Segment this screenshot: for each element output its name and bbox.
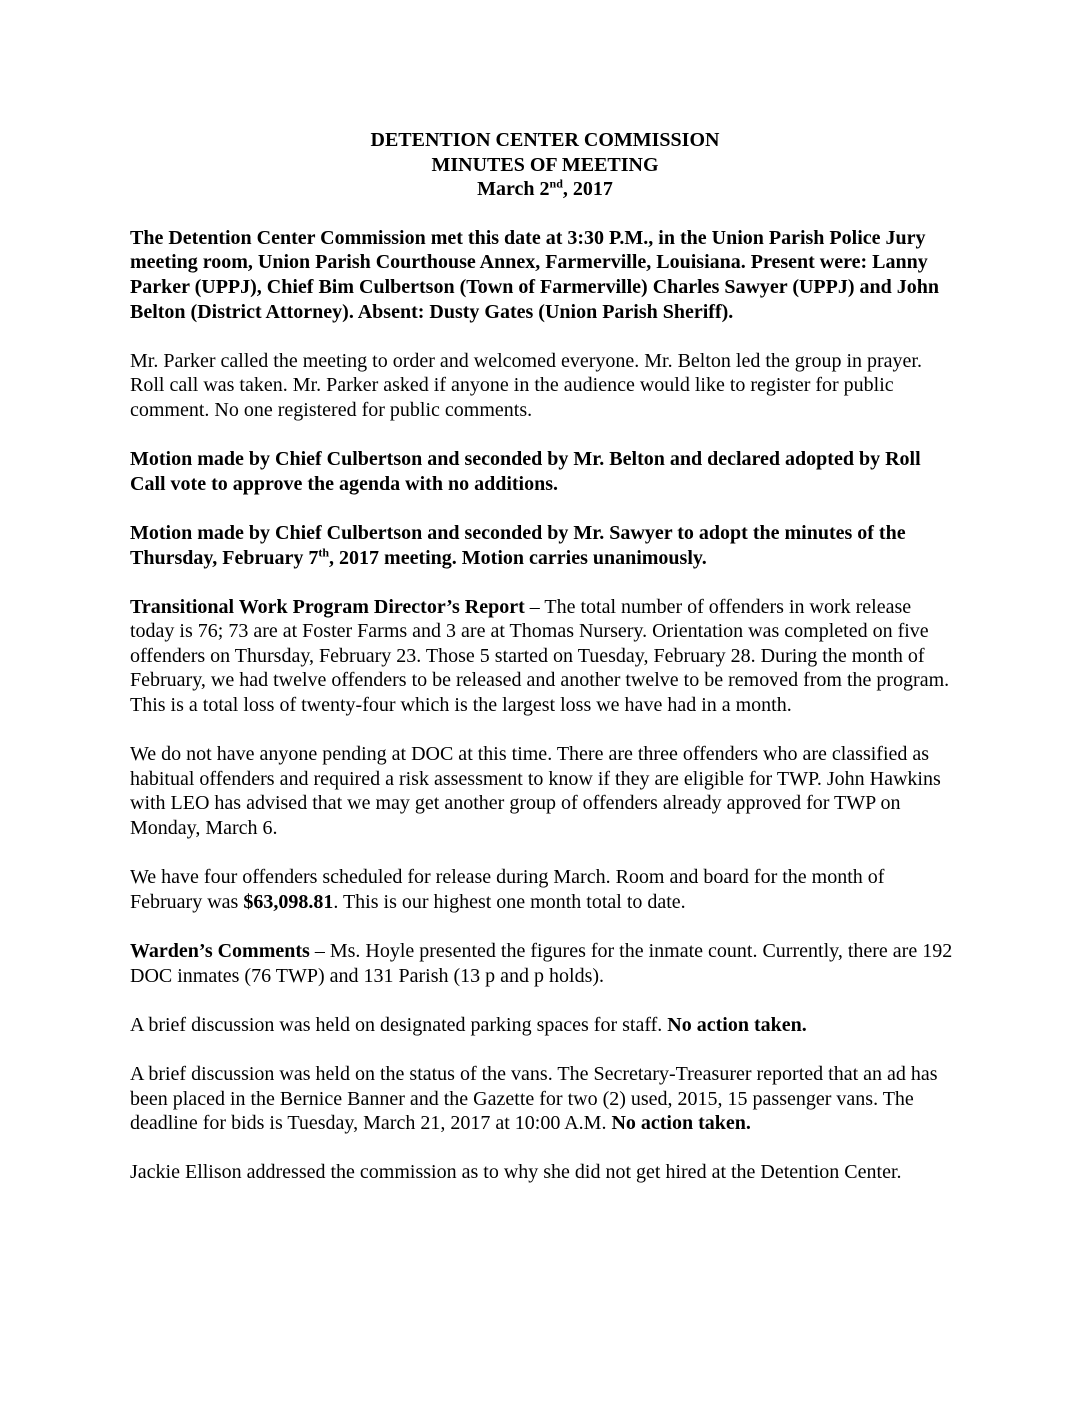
motion-minutes-text-2: , 2017 meeting. Motion carries unanimously. [329,546,707,569]
header-minutes-title: MINUTES OF MEETING [431,153,659,176]
twp-report-text: – The total number of offenders in work release today is 76; 73 are at Foster Farms and 3 are at Thomas Nursery. Orientation was completed on five offenders on Thursday, February 23. Those 5 started on Tuesday, February 28. During the month of February, we had twelve offenders to be released and another twelve to be removed from the program. This is a total loss of twenty-four which is the largest loss we have had in a month. [130,595,950,717]
motion-minutes-text-1: Motion made by Chief Culbertson and seconded by Mr. Sawyer to adopt the minutes of the Thursday, February 7 [130,521,906,569]
release-text-2: . This is our highest one month total to date. [333,890,686,913]
header-meeting-date [130,177,960,202]
doc-pending-paragraph: We do not have anyone pending at DOC at this time. There are three offenders who are classified as habitual offenders and required a risk assessment to know if they are eligible for TWP. John Hawkins with LEO has advised that we may get another group of offenders already approved for TWP on Monday, March 6. [130,743,941,840]
release-paragraph [130,865,960,914]
twp-report-heading: Transitional Work Program Director’s Report [130,595,525,618]
document-header [130,128,960,202]
parking-text: A brief discussion was held on designated parking spaces for staff. [130,1013,668,1036]
motion-agenda-paragraph: Motion made by Chief Culbertson and seconded by Mr. Belton and declared adopted by Roll Call vote to approve the agenda with no additions. [130,448,921,495]
parking-action: No action taken. [667,1013,807,1036]
header-date-year: , 2017 [562,178,613,201]
warden-comments-paragraph [130,939,960,988]
vans-action: No action taken. [611,1112,751,1135]
header-date-month-day: March 2 [477,178,550,201]
intro-paragraph: The Detention Center Commission met this date at 3:30 P.M., in the Union Parish Police Jury meeting room, Union Parish Courthouse Annex, Farmerville, Louisiana. Present were: Lanny Parker (UPPJ), Chief Bim Culbertson (Town of Farmerville) Charles Sawyer (UPPJ) and John Belton (District Attorney). Absent: Dusty Gates (Union Parish Sheriff). [130,226,940,323]
motion-minutes-suffix: th [318,544,330,559]
warden-comments-text: – Ms. Hoyle presented the figures for the inmate count. Currently, there are 192 DOC inmates (76 TWP) and 131 Parish (13 p and p holds). [130,940,953,987]
twp-report-paragraph [130,595,960,718]
vans-text: A brief discussion was held on the status of the vans. The Secretary-Treasurer reported that an ad has been placed in the Bernice Banner and the Gazette for two (2) used, 2015, 15 passenger vans. The deadline for bids is Tuesday, March 21, 2017 at 10:00 A.M. [130,1062,938,1135]
header-commission-name: DETENTION CENTER COMMISSION [370,129,720,151]
minutes-page [130,128,960,1210]
parking-paragraph [130,1013,960,1038]
room-board-amount: $63,098.81 [243,890,334,913]
motion-minutes-paragraph [130,521,960,570]
ellison-paragraph: Jackie Ellison addressed the commission as to why she did not get hired at the Detention Center. [130,1161,902,1184]
call-to-order-paragraph: Mr. Parker called the meeting to order and welcomed everyone. Mr. Belton led the group in prayer. Roll call was taken. Mr. Parker asked if anyone in the audience would like to register for public comment. No one registered for public comments. [130,349,922,421]
release-text-1: We have four offenders scheduled for release during March. Room and board for the month of February was [130,866,885,913]
vans-paragraph [130,1062,960,1136]
header-date-suffix: nd [549,176,563,191]
warden-comments-heading: Warden’s Comments [130,940,310,962]
